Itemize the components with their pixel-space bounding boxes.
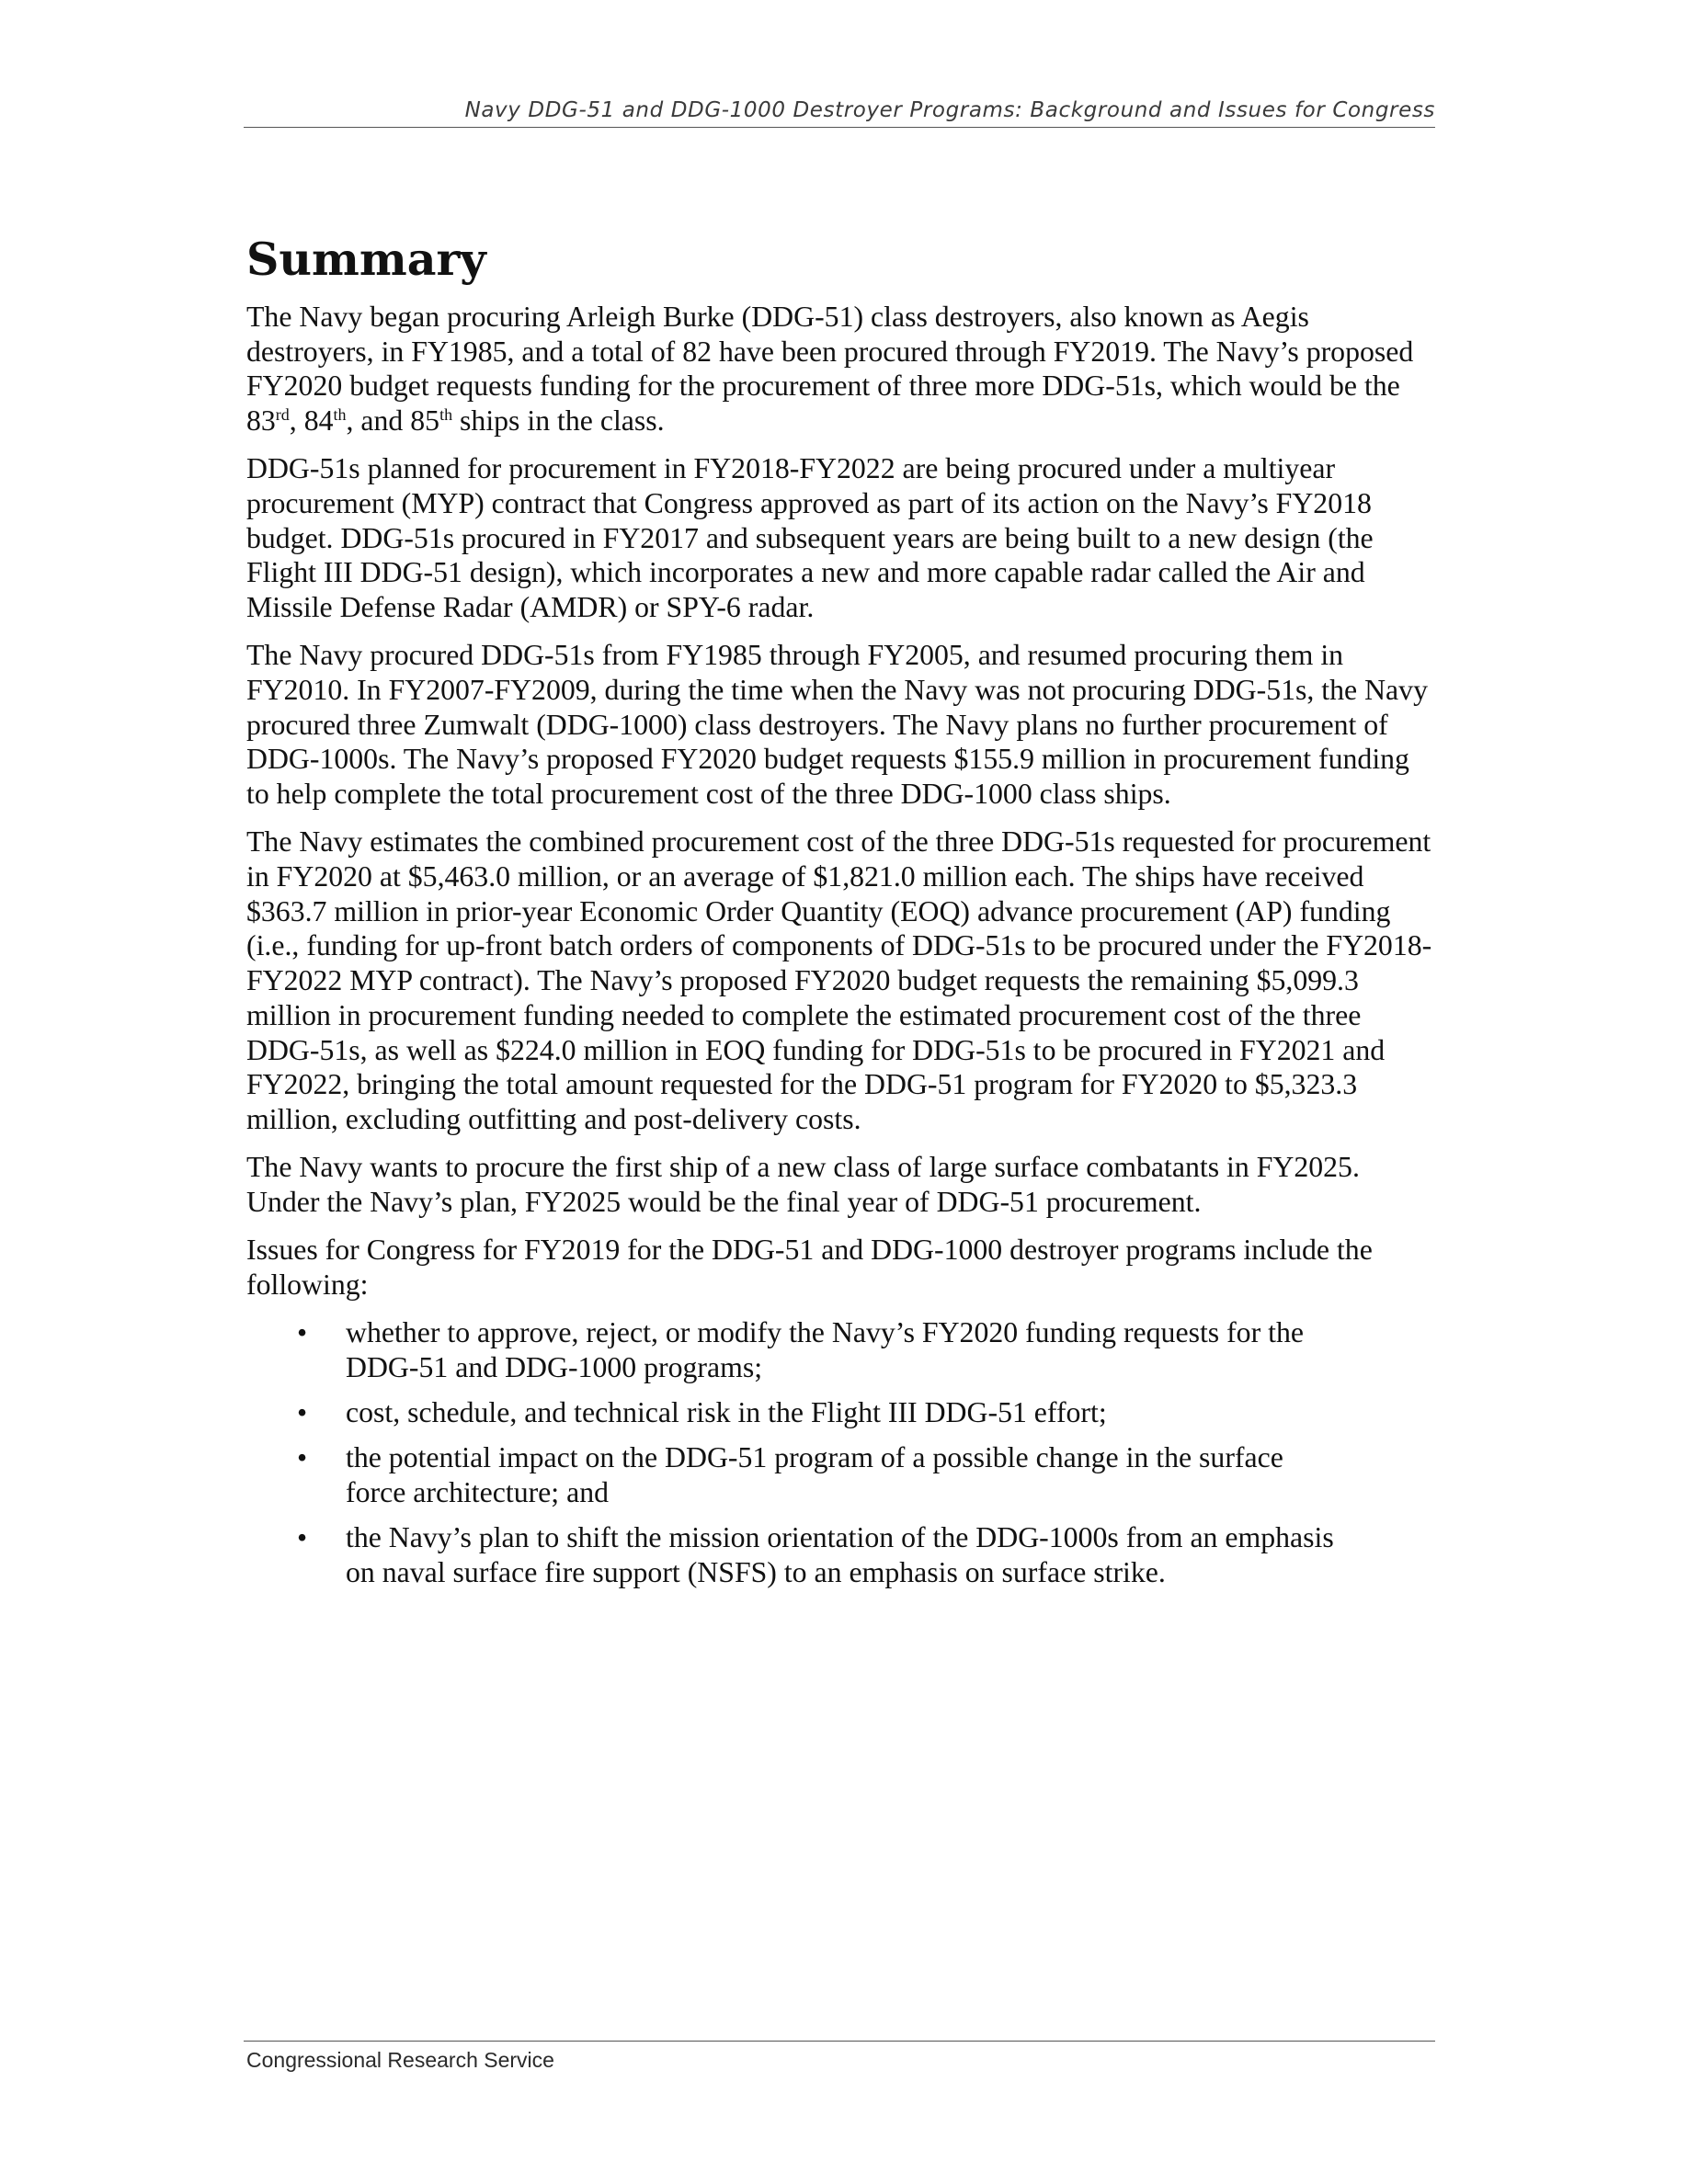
summary-section [246, 232, 1437, 1600]
bullet-marker: • [297, 1441, 308, 1474]
ordinal-suffix: rd [275, 405, 290, 425]
list-item-text: cost, schedule, and technical risk in the Flight III DDG-51 effort; [346, 1395, 1107, 1428]
ordinal-suffix: th [333, 405, 347, 425]
ordinal-suffix: th [439, 405, 453, 425]
header-divider [244, 127, 1435, 128]
running-header: Navy DDG-51 and DDG-1000 Destroyer Programs: Background and Issues for Congress [464, 98, 1435, 122]
paragraph-text: ships in the class. [452, 404, 665, 438]
bullet-marker: • [297, 1395, 308, 1428]
paragraph-cost-estimate: The Navy estimates the combined procurement cost of the three DDG-51s requested for procurement in FY2020 at $5,463.0 million, or an average of $1,821.0 million each. The ships have received $363.7 million in prior-year Economic Order Quantity (EOQ) advance procurement (AP) funding (i.e., funding for up-front batch orders of components of DDG-51s to be procured under the FY2018-FY2022 MYP contract). The Navy’s proposed FY2020 budget requests the remaining $5,099.3 million in procurement funding needed to complete the estimated procurement cost of the three DDG-51s, as well as $224.0 million in EOQ funding for DDG-51s to be procured in FY2021 and FY2022, bringing the total amount requested for the DDG-51 program for FY2020 to $5,323.3 million, excluding outfitting and post-delivery costs. [246, 825, 1432, 1135]
paragraph-procurement-history: The Navy procured DDG-51s from FY1985 through FY2005, and resumed procuring them in FY2010. In FY2007-FY2009, during the time when the Navy was not procuring DDG-51s, the Navy procured three Zumwalt (DDG-1000) class destroyers. The Navy plans no further procurement of DDG-1000s. The Navy’s proposed FY2020 budget requests $155.9 million in procurement funding to help complete the total procurement cost of the three DDG-1000 class ships. [246, 639, 1428, 811]
list-item [246, 1440, 1339, 1509]
list-item-text: the potential impact on the DDG-51 program of a possible change in the surface force architecture; and [346, 1441, 1283, 1508]
paragraph-text: , 84 [289, 404, 334, 438]
paragraph-text: , and 85 [346, 404, 440, 438]
bullet-marker: • [297, 1315, 308, 1348]
bullet-marker: • [297, 1521, 308, 1553]
paragraph-multiyear-procurement: DDG-51s planned for procurement in FY2018-FY2022 are being procured under a multiyear procurement (MYP) contract that Congress approved as part of its action on the Navy’s FY2018 budget. DDG-51s procured in FY2017 and subsequent years are being built to a new design (the Flight III DDG-51 design), which incorporates a new and more capable radar called the Air and Missile Defense Radar (AMDR) or SPY-6 radar. [246, 452, 1374, 624]
section-heading: Summary [246, 233, 486, 286]
list-item-text: whether to approve, reject, or modify the Navy’s FY2020 funding requests for the DDG-51 and DDG-1000 programs; [346, 1315, 1304, 1383]
issues-list [246, 1315, 1437, 1589]
paragraph-issues-intro: Issues for Congress for FY2019 for the DDG-51 and DDG-1000 destroyer programs include the following: [246, 1234, 1373, 1301]
paragraph-procurement-overview [246, 300, 1437, 438]
paragraph-future-plans: The Navy wants to procure the first ship of a new class of large surface combatants in FY2025. Under the Navy’s plan, FY2025 would be the final year of DDG-51 procurement. [246, 1151, 1360, 1218]
page-footer: Congressional Research Service [246, 2048, 554, 2072]
list-item [246, 1520, 1339, 1589]
list-item [246, 1315, 1339, 1384]
list-item [246, 1395, 1339, 1430]
list-item-text: the Navy’s plan to shift the mission orientation of the DDG-1000s from an emphasis on naval surface fire support (NSFS) to an emphasis on surface strike. [346, 1521, 1334, 1588]
paragraph-text: The Navy began procuring Arleigh Burke (DDG-51) class destroyers, also known as Aegis destroyers, in FY1985, and a total of 82 have been procured through FY2019. The Navy’s proposed FY2020 budget requests funding for the procurement of three more DDG-51s, which would be the 83 [246, 301, 1414, 438]
footer-divider [244, 2041, 1435, 2042]
